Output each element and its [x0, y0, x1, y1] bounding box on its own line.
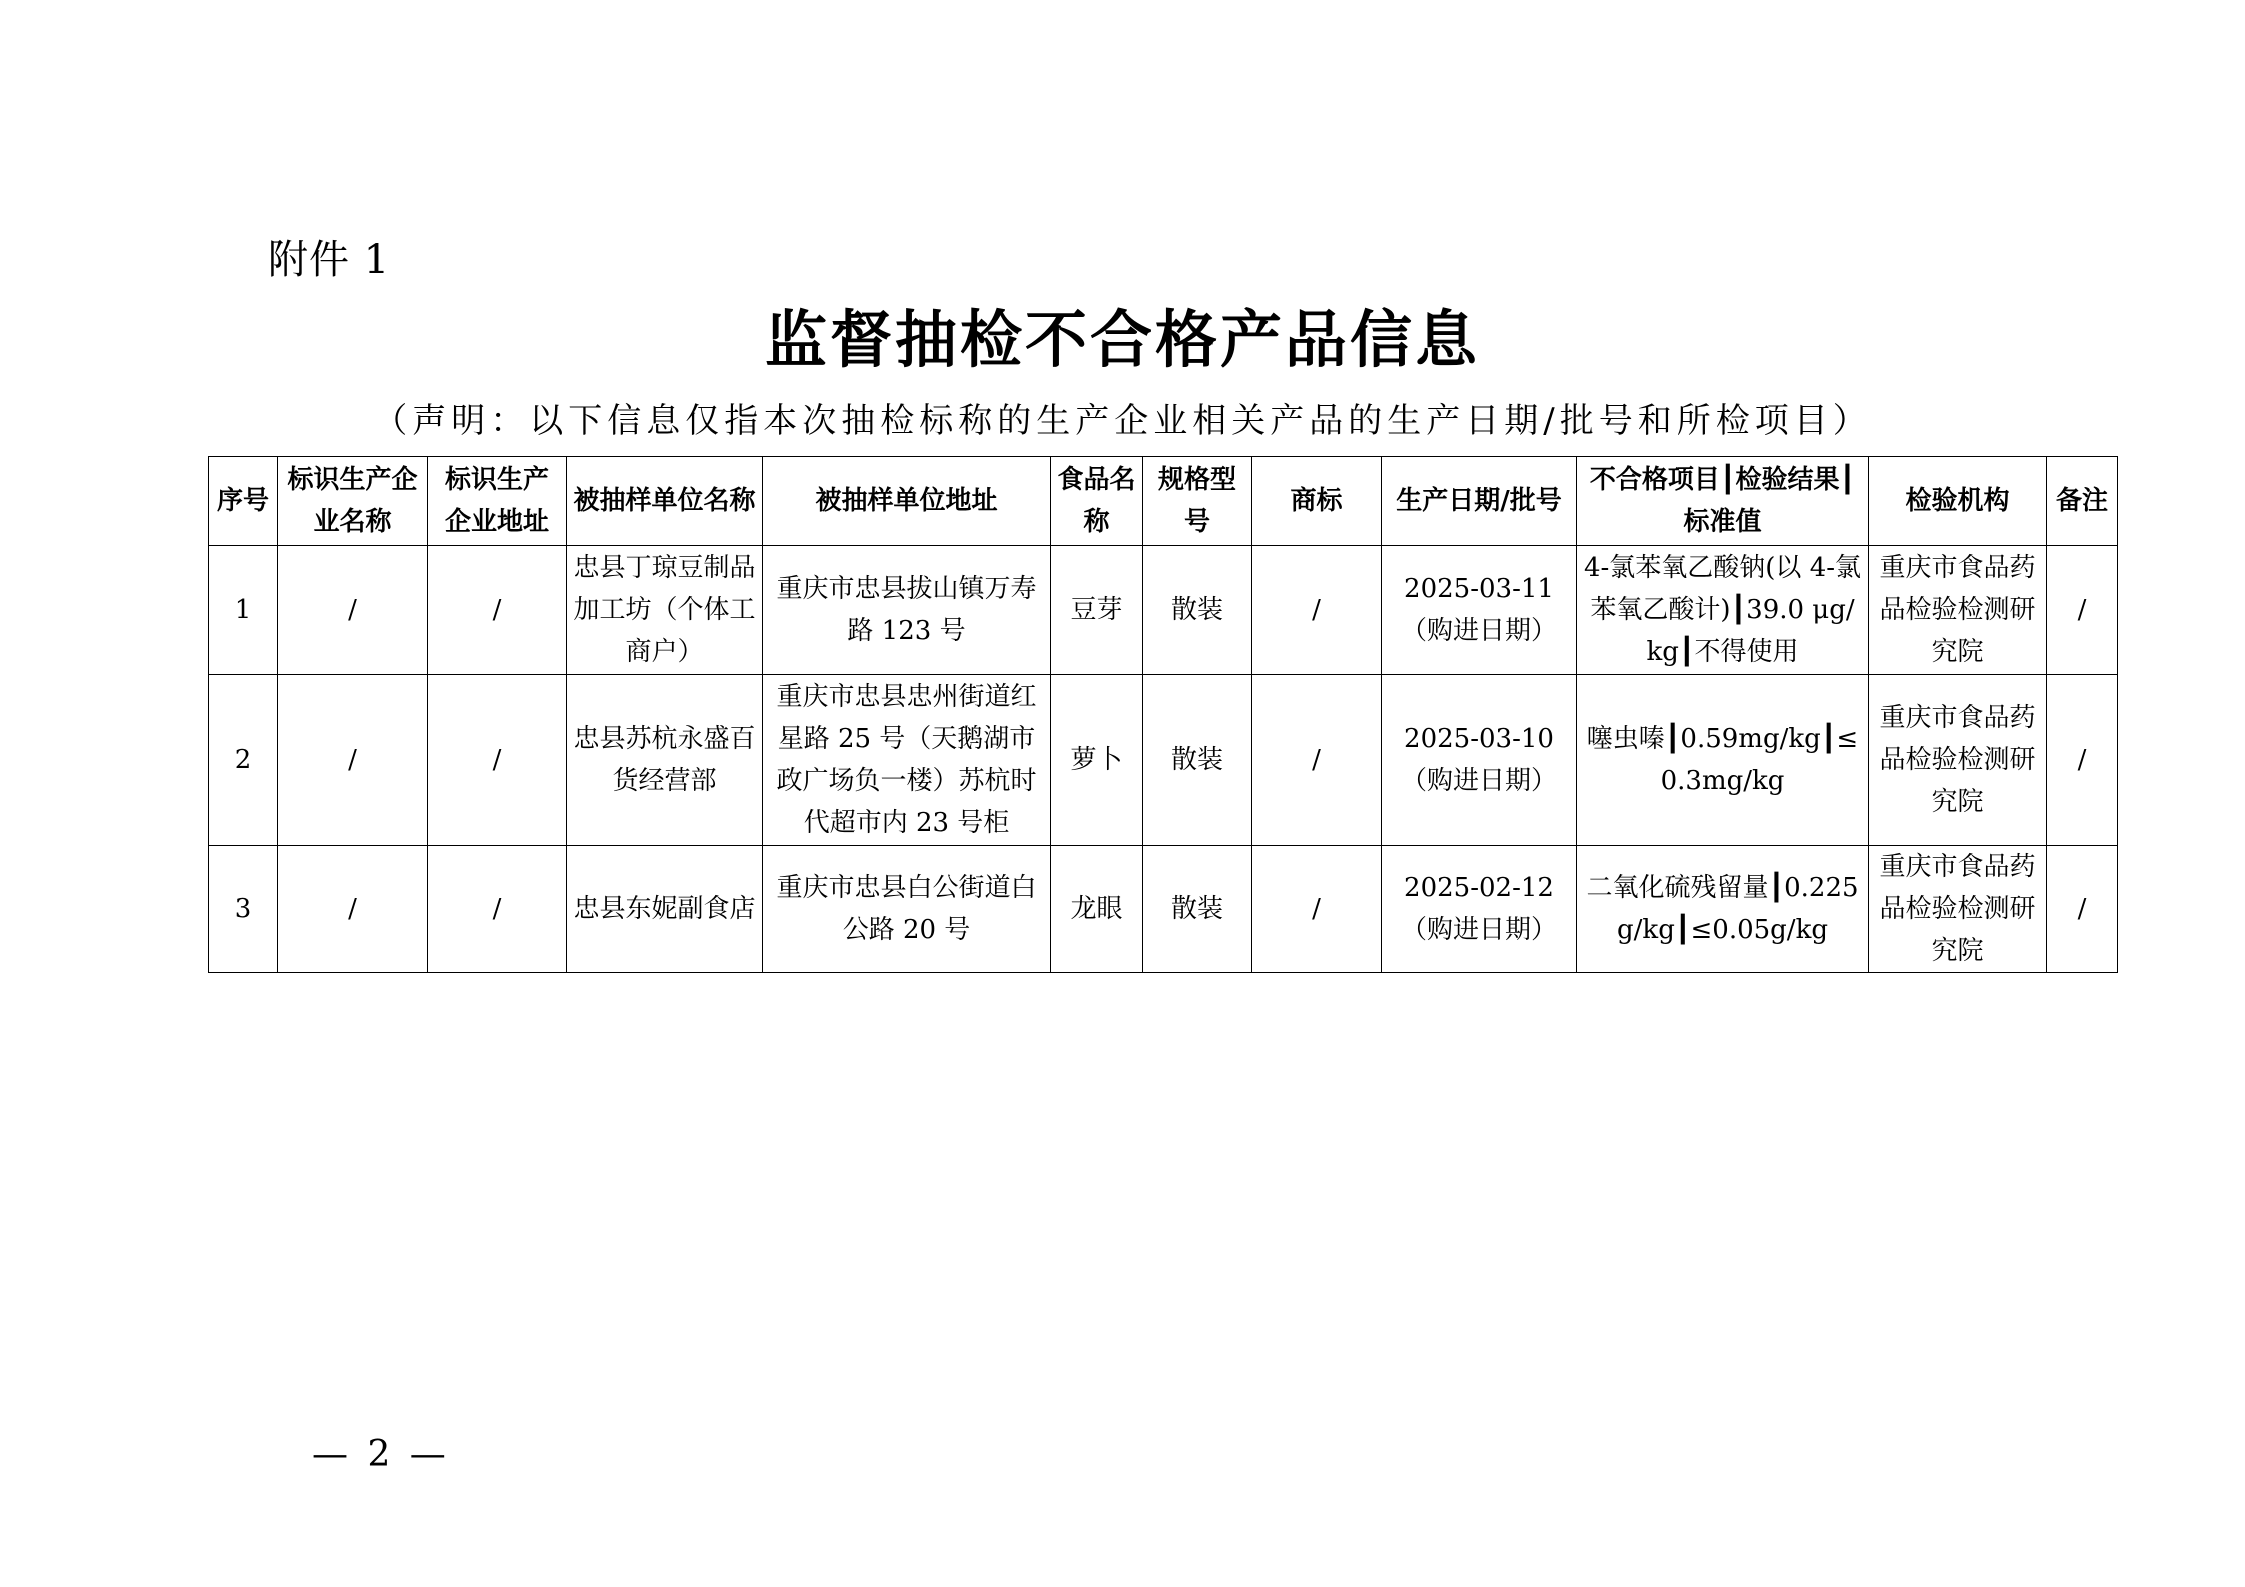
header-cell: 检验机构	[1869, 457, 2047, 546]
table-cell: /	[428, 846, 567, 973]
table-cell: 2	[209, 675, 278, 846]
table-cell: /	[1252, 675, 1382, 846]
page-number: — 2 —	[312, 1434, 450, 1475]
table-cell: 散装	[1143, 846, 1252, 973]
table-cell: 重庆市食品药品检验检测研究院	[1869, 675, 2047, 846]
table-cell: 散装	[1143, 546, 1252, 675]
table-cell: 龙眼	[1051, 846, 1143, 973]
table-cell: /	[1252, 546, 1382, 675]
header-cell: 不合格项目┃检验结果┃标准值	[1577, 457, 1869, 546]
attachment-label: 附件 1	[268, 237, 391, 283]
table-cell: 3	[209, 846, 278, 973]
table-cell: /	[1252, 846, 1382, 973]
table-cell: 噻虫嗪┃0.59mg/kg┃≤0.3mg/kg	[1577, 675, 1869, 846]
table-row	[209, 846, 2118, 973]
header-cell: 序号	[209, 457, 278, 546]
table-cell: 忠县东妮副食店	[567, 846, 763, 973]
table-cell: 忠县苏杭永盛百货经营部	[567, 675, 763, 846]
header-cell: 被抽样单位地址	[763, 457, 1051, 546]
header-cell: 标识生产企业地址	[428, 457, 567, 546]
table-cell: 1	[209, 546, 278, 675]
table-cell: 重庆市食品药品检验检测研究院	[1869, 546, 2047, 675]
table-cell: 重庆市食品药品检验检测研究院	[1869, 846, 2047, 973]
table-cell: /	[278, 675, 428, 846]
table-cell: /	[2047, 846, 2118, 973]
table-cell: 散装	[1143, 675, 1252, 846]
table-cell: 豆芽	[1051, 546, 1143, 675]
table-header-row	[209, 457, 2118, 546]
table-cell: /	[278, 846, 428, 973]
header-cell: 食品名称	[1051, 457, 1143, 546]
table-row	[209, 675, 2118, 846]
table-row	[209, 546, 2118, 675]
table-cell: /	[428, 675, 567, 846]
table-cell: /	[428, 546, 567, 675]
header-cell: 被抽样单位名称	[567, 457, 763, 546]
disclaimer-note: （声明：以下信息仅指本次抽检标称的生产企业相关产品的生产日期/批号和所检项目）	[373, 401, 1872, 441]
header-cell: 备注	[2047, 457, 2118, 546]
header-cell: 生产日期/批号	[1382, 457, 1577, 546]
table-cell: /	[278, 546, 428, 675]
header-cell: 规格型号	[1143, 457, 1252, 546]
page-title: 监督抽检不合格产品信息	[764, 303, 1480, 376]
table-cell: /	[2047, 546, 2118, 675]
table-cell: 二氧化硫残留量┃0.225g/kg┃≤0.05g/kg	[1577, 846, 1869, 973]
table-cell: /	[2047, 675, 2118, 846]
table-cell: 萝卜	[1051, 675, 1143, 846]
table-cell: 4-氯苯氧乙酸钠(以 4-氯苯氧乙酸计)┃39.0 μg/kg┃不得使用	[1577, 546, 1869, 675]
table-cell: 重庆市忠县忠州街道红星路 25 号（天鹅湖市政广场负一楼）苏杭时代超市内 23 号柜	[763, 675, 1051, 846]
table-cell: 2025-03-11（购进日期）	[1382, 546, 1577, 675]
failed-products-table	[208, 456, 2118, 973]
table-cell: 重庆市忠县拔山镇万寿路 123 号	[763, 546, 1051, 675]
table-cell: 忠县丁琼豆制品加工坊（个体工商户）	[567, 546, 763, 675]
header-cell: 标识生产企业名称	[278, 457, 428, 546]
header-cell: 商标	[1252, 457, 1382, 546]
table-cell: 重庆市忠县白公街道白公路 20 号	[763, 846, 1051, 973]
table-cell: 2025-03-10（购进日期）	[1382, 675, 1577, 846]
table-cell: 2025-02-12（购进日期）	[1382, 846, 1577, 973]
